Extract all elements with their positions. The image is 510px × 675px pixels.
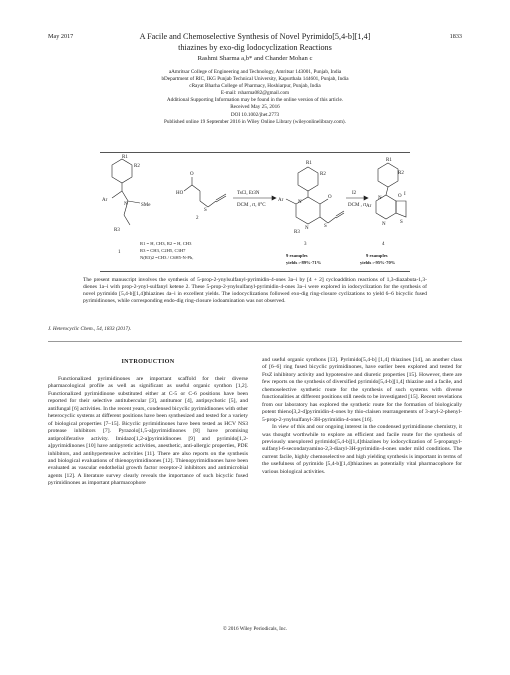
text-column-left bbox=[48, 376, 248, 488]
atom-label: N bbox=[378, 196, 382, 201]
received-date: Received May 25, 2016 bbox=[230, 104, 280, 111]
atom-label: O bbox=[398, 194, 402, 199]
atom-label: N bbox=[382, 222, 386, 227]
page-number: 1833 bbox=[449, 33, 462, 40]
bond bbox=[200, 201, 208, 207]
substituent-note-nr: N(R3)2 =CH3 / C6H5-N-Ph, bbox=[140, 255, 194, 260]
abstract: The present manuscript involves the synthesis of 5-prop-2-ynylsulfanyl-pyrimidin-4-ones 3a–i by [4 + 2] cycloaddition reactions of 1,3-diazabuta-1,3-dienes 1a–i with prop-2-ynyl-sulfanyl ketene 2. These 5-prop-2-ynylsulfanyl-pyrimidin-4-ones 3a–i were explored in iodocyclization for the synthesis of novel pyrimido [5,4-b][1,4]thiazines 4a–i in excellent yields. The iodocyclizations followed exo-dig ring-closure cyclizations to yield 6–6 bicyclic fused pyrimidinones, while corresponding endo-dig ring-closure iodoamination was not observed. bbox=[83, 277, 427, 305]
title-line-2: thiazines by exo-dig Iodocyclization Reactions bbox=[178, 42, 332, 52]
atom-label: I bbox=[404, 192, 406, 197]
bond bbox=[192, 185, 200, 191]
title-line-1: A Facile and Chemoselective Synthesis of Novel Pyrimido[5,4-b][1,4] bbox=[139, 32, 371, 41]
paragraph: Functionalized pyrimidinones are important scaffold for their diverse pharmacological profile as well as significant as useful organic synthon [1,2]. Functionalized pyrimidinone substituted either at C-5 or C-6 positions have been reported for their selective antitubercular [3], antitumor [4], antipsychotic [5], and antifungal [6] activities. In the recent years, condensed bicyclic pyrimidinones with other heterocyclic systems at different positions have been synthesized and tested for a variety of biological properties [7–15]. Bicyclic pyrimidinones have been tested as HCV NS3 protease inhibitors [7]. Pyrazolo[1,5-a]pyrimidinones [8] have promising antiproliferative activity. Imidazo[1,2-a]pyrimidinones [9] and pyrimido[1,2-a]pyrimidinones [10] have antipyretic activities, anesthetic, anti-allergic properties, PDE inhibitors, and antihypertensive activities [11]. There are also reports on the synthesis and biological evaluations of thienopyrimidinones [12]. Thienopyrimidinones have been evaluated as vascular endothelial growth factor receptor-2 inhibitors and antimicrobial agents [12]. A literature survey clearly reveals the importance of such bicyclic fused pyrimidinones as important pharmacophore bbox=[48, 376, 248, 487]
published-online: Published online 19 September 2016 in Wiley Online Library (wileyonlinelibrary.com). bbox=[164, 118, 346, 125]
atom-label: R2 bbox=[134, 164, 140, 169]
copyright-footer: © 2016 Wiley Periodicals, Inc. bbox=[222, 626, 288, 632]
atom-label: Ar bbox=[278, 198, 284, 203]
aryl-ring-3 bbox=[298, 167, 318, 191]
atom-label: R2 bbox=[398, 171, 404, 176]
atom-label: R3 bbox=[294, 230, 300, 235]
bond bbox=[320, 217, 328, 223]
bond bbox=[328, 217, 336, 223]
compound-label-3: 3 bbox=[304, 242, 307, 247]
atom-label: HO bbox=[176, 191, 184, 196]
bond bbox=[286, 199, 296, 204]
affiliation-line: cRayat Bharha College of Pharmacy, Hoshiarpur, Punjab, India bbox=[189, 83, 321, 90]
yield-range-3: yields :-89%-71% bbox=[286, 260, 322, 265]
substituent-note-r1: R1 = H, CH3, R2 = H, CH3 bbox=[140, 241, 192, 246]
atom-label: Ar bbox=[102, 198, 108, 203]
examples-count-4: 9 examples bbox=[366, 253, 388, 258]
aryl-ring-1 bbox=[112, 159, 132, 183]
reagent-1-line-2: DCM , rt, 0°C bbox=[237, 203, 266, 208]
atom-label: O bbox=[328, 195, 332, 200]
yield-range-4: yields :-95%-70% bbox=[360, 260, 396, 265]
aryl-ring-4 bbox=[378, 163, 398, 187]
author-list: Rashmi Sharma a,b* and Chander Mohan c bbox=[197, 55, 313, 62]
bond bbox=[112, 191, 122, 198]
bond bbox=[122, 191, 128, 201]
affiliation-block bbox=[90, 69, 420, 126]
atom-label: N bbox=[305, 226, 309, 231]
author-email[interactable]: E-mail: rsharma082@gmail.com bbox=[220, 90, 290, 97]
doi[interactable]: DOI 10.1002/jhet.2773 bbox=[230, 111, 280, 118]
reaction-scheme bbox=[100, 152, 410, 272]
bond bbox=[386, 187, 388, 195]
paragraph: and useful organic synthons [13]. Pyrimido[5,4-b] [1,4] thiazines [14], an another class of [6–6] ring fused bicyclic pyrimidinones, have earlier been explored and tested for FtsZ inhibitory activity and hypotensive and diuretic properties [15]. However, there are few reports on the synthesis of diversified pyrimido[5,4-b][1,4] thiazine and a facile, and chemoselective synthetic route for the synthesis of such systems with diverse functionalities at different positions still needs to be investigated [15]. Recent revelations from our laboratory has explored the synthetic route for the formation of biologically potent thieno[3,2-d]pyrimidin-4-ones by thio-claisen rearrangements of 3-aryl-2-phenyl-5-prop-2-ynylsulfanyl-3H-pyrimidin-4-ones [16]. bbox=[262, 357, 462, 423]
atom-label: S bbox=[204, 208, 207, 213]
compound-label-4: 4 bbox=[382, 242, 385, 247]
atom-label: R1 bbox=[306, 161, 312, 166]
bond bbox=[320, 199, 328, 204]
thiazine-ring-4 bbox=[396, 201, 406, 217]
atom-label: S bbox=[400, 220, 403, 225]
examples-count-3: 9 examples bbox=[286, 253, 308, 258]
bond bbox=[124, 215, 130, 225]
reaction-scheme-drawing bbox=[100, 153, 410, 271]
compound-label-1: 1 bbox=[118, 250, 121, 255]
atom-label: R2 bbox=[320, 172, 326, 177]
atom-label: S bbox=[324, 224, 327, 229]
supporting-info-note: Additional Supporting Information may be found in the online version of this article. bbox=[166, 97, 344, 104]
journal-citation: J. Heterocyclic Chem., 54, 1833 (2017). bbox=[48, 326, 132, 332]
atom-label: N bbox=[298, 200, 302, 205]
section-heading-introduction: INTRODUCTION bbox=[121, 358, 175, 365]
arrow-head bbox=[364, 196, 368, 200]
affiliation-line: aAmritsar College of Engineering and Technology, Amritsar 143001, Punjab, India bbox=[168, 69, 342, 75]
atom-label: N bbox=[124, 202, 128, 207]
reagent-1-line-1: TsCl, Et3N bbox=[237, 191, 260, 196]
affiliation-line: bDepartment of RIC, IKG Punjab Technical University, Kapurthala 144601, Punjab, India bbox=[161, 76, 349, 83]
bond bbox=[184, 185, 192, 191]
section-divider bbox=[48, 341, 462, 342]
text-column-right bbox=[262, 357, 462, 476]
running-header-date: May 2017 bbox=[48, 33, 74, 40]
atom-label: O bbox=[190, 172, 194, 177]
bond bbox=[128, 201, 140, 203]
reagent-2-line-1: I2 bbox=[352, 191, 357, 196]
atom-label: Ar bbox=[366, 204, 372, 209]
bond bbox=[208, 201, 216, 207]
substituent-note-r3: R3 = CH3, C2H5, C3H7 bbox=[140, 248, 186, 253]
paragraph: In view of this and our ongoing interest in the condensed pyrimidinone chemistry, it was thought worthwhile to explore an efficient and facile route for the synthesis of previously unexplored pyrimido[5,4-b][1,4]thiazines by iodocyclization of 5-propargyl-sulfanyl-6-secondaryamino-2,3-diaryl-3H-pyrimidin-4-ones under mild conditions. The current facile, highly chemoselective and high yielding synthesis is important in terms of the usefulness of pyrimido [5,4-b][1,4]thiazines as potentially vital pharmacophore for various biological activities. bbox=[262, 424, 462, 475]
atom-label: R1 bbox=[122, 155, 128, 160]
article-title bbox=[95, 32, 415, 53]
atom-label: R1 bbox=[386, 158, 392, 163]
arrow-head bbox=[272, 196, 276, 200]
reagent-2-line-2: DCM , rt bbox=[348, 203, 367, 208]
atom-label: R3 bbox=[114, 228, 120, 233]
atom-label: SMe bbox=[141, 203, 151, 208]
compound-label-2: 2 bbox=[196, 216, 199, 221]
